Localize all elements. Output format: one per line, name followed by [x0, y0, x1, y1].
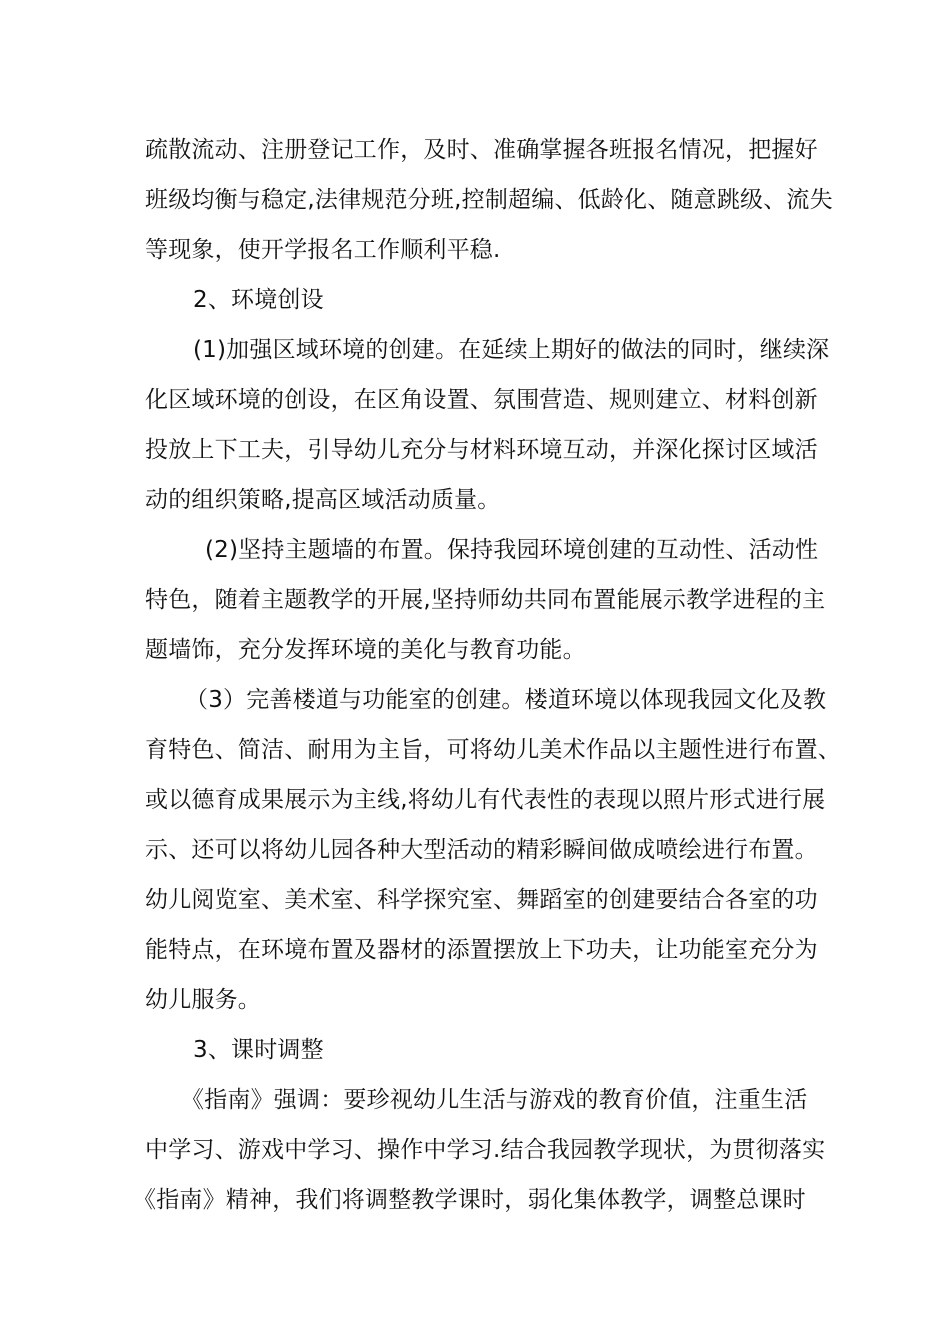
- text-line: （3）完善楼道与功能室的创建。楼道环境以体现我园文化及教: [185, 687, 827, 713]
- text-line: 《指南》精神，我们将调整教学课时，弱化集体教学，调整总课时: [133, 1187, 806, 1213]
- text-line: 幼儿阅览室、美术室、科学探究室、舞蹈室的创建要结合各室的功: [145, 887, 818, 913]
- section-heading: 3、课时调整: [193, 1037, 324, 1063]
- text-line: 示、还可以将幼儿园各种大型活动的精彩瞬间做成喷绘进行布置。: [145, 837, 818, 863]
- text-line: 中学习、游戏中学习、操作中学习.结合我园教学现状，为贯彻落实: [145, 1137, 826, 1163]
- text-line: 投放上下工夫，引导幼儿充分与材料环境互动，并深化探讨区域活: [145, 437, 818, 463]
- text-line: 班级均衡与稳定,法律规范分班,控制超编、低龄化、随意跳级、流失: [145, 187, 833, 213]
- text-line: 《指南》强调：要珍视幼儿生活与游戏的教育价值，注重生活: [181, 1087, 808, 1113]
- text-line: 幼儿服务。: [145, 987, 261, 1013]
- text-line: 等现象，使开学报名工作顺利平稳.: [145, 237, 501, 263]
- text-line: 题墙饰，充分发挥环境的美化与教育功能。: [145, 637, 586, 663]
- section-heading: 2、环境创设: [193, 287, 324, 313]
- text-line: 动的组织策略,提高区域活动质量。: [145, 487, 501, 513]
- text-line: 或以德育成果展示为主线,将幼儿有代表性的表现以照片形式进行展: [145, 787, 826, 813]
- text-line: (2)坚持主题墙的布置。保持我园环境创建的互动性、活动性: [205, 537, 819, 563]
- text-line: (1)加强区域环境的创建。在延续上期好的做法的同时，继续深: [193, 337, 830, 363]
- text-line: 化区域环境的创设，在区角设置、氛围营造、规则建立、材料创新: [145, 387, 818, 413]
- text-line: 疏散流动、注册登记工作，及时、准确掌握各班报名情况，把握好: [145, 137, 818, 163]
- text-line: 育特色、简洁、耐用为主旨，可将幼儿美术作品以主题性进行布置、: [145, 737, 841, 763]
- text-line: 特色，随着主题教学的开展,坚持师幼共同布置能展示教学进程的主: [145, 587, 826, 613]
- text-line: 能特点，在环境布置及器材的添置摆放上下功夫，让功能室充分为: [145, 937, 818, 963]
